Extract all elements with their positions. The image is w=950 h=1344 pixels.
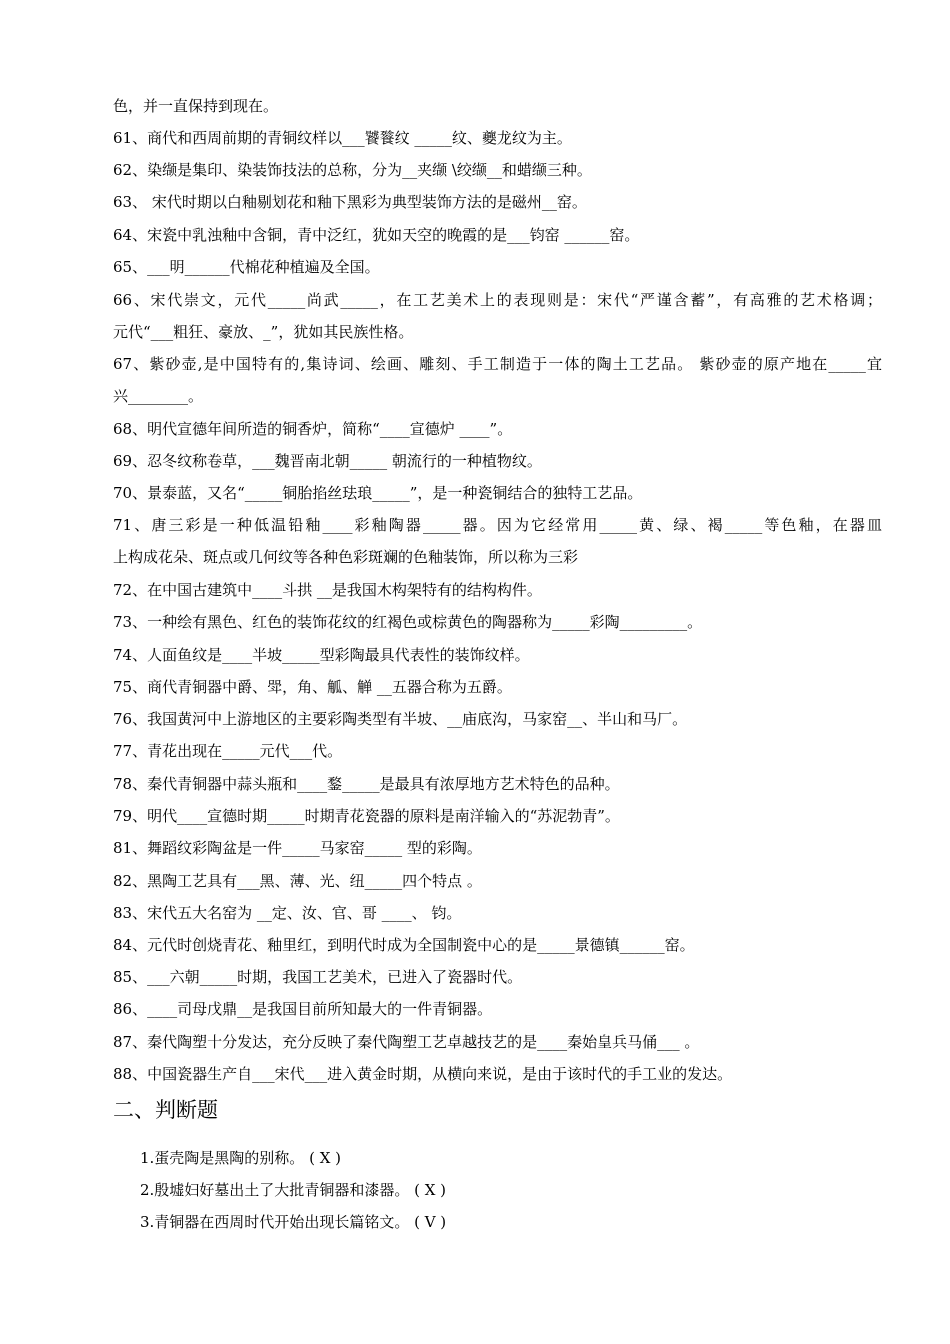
text-line: 77、青花出现在_____元代___代。 [113, 742, 343, 760]
text-line: 72、在中国古建筑中____斗拱 __是我国木构架特有的结构构件。 [113, 581, 542, 599]
text-line: 76、我国黄河中上游地区的主要彩陶类型有半坡、__庙底沟，马家窑__、半山和马厂。 [113, 710, 688, 728]
text-line: 色，并一直保持到现在。 [113, 97, 279, 115]
text-line: 62、染缬是集印、染装饰技法的总称，分为__夹缬 \绞缬__和蜡缬三种。 [113, 161, 592, 179]
text-line: 88、中国瓷器生产自___宋代___进入黄金时期，从横向来说，是由于该时代的手工业的发达。 [113, 1065, 733, 1083]
text-line: 上构成花朵、斑点或几何纹等各种色彩斑斓的色釉装饰，所以称为三彩 [113, 548, 579, 566]
text-line: 70、景泰蓝，又名“_____铜胎掐丝珐琅_____”，是一种瓷铜结合的独特工艺品。 [113, 484, 643, 502]
text-line: 元代“___粗狂、豪放、_”，犹如其民族性格。 [113, 323, 414, 341]
text-line: 65、___明______代棉花种植遍及全国。 [113, 258, 380, 276]
text-line: 84、元代时创烧青花、釉里红，到明代时成为全国制瓷中心的是_____景德镇______窑。 [113, 936, 695, 954]
judgment-item: 3.青铜器在西周时代开始出现长篇铭文。 ( V ) [140, 1213, 447, 1231]
judgment-item: 1.蛋壳陶是黑陶的别称。 ( X ) [140, 1149, 341, 1167]
text-line: 83、宋代五大名窑为 __定、汝、官、哥 ____、 钧。 [113, 904, 462, 922]
judgment-item: 2.殷墟妇好墓出土了大批青铜器和漆器。 ( X ) [140, 1181, 447, 1199]
text-line: 79、明代____宣德时期_____时期青花瓷器的原料是南洋输入的“苏泥勃青”。 [113, 807, 620, 825]
text-line: 78、秦代青铜器中蒜头瓶和____鍪_____是最具有浓厚地方艺术特色的品种。 [113, 775, 620, 793]
text-line: 85、___六朝_____时期，我国工艺美术，已进入了瓷器时代。 [113, 968, 523, 986]
text-line: 61、商代和西周前期的青铜纹样以___饕餮纹 _____纹、夔龙纹为主。 [113, 129, 572, 147]
section-title: 二、判断题 [113, 1098, 218, 1122]
text-line: 86、____司母戊鼎__是我国目前所知最大的一件青铜器。 [113, 1000, 493, 1018]
text-line: 73、一种绘有黑色、红色的装饰花纹的红褐色或棕黄色的陶器称为_____彩陶_________。 [113, 613, 703, 631]
text-line: 81、舞蹈纹彩陶盆是一件_____马家窑_____ 型的彩陶。 [113, 839, 482, 857]
text-line: 75、商代青铜器中爵、斝，角、觚、觯 __五器合称为五爵。 [113, 678, 512, 696]
text-line: 66、宋代崇文，元代_____尚武_____，在工艺美术上的表现则是：宋代“严谨含蓄”，有高雅的艺术格调； [113, 291, 882, 309]
text-line: 82、黑陶工艺具有___黑、薄、光、纽_____四个特点 。 [113, 872, 482, 890]
text-line: 兴________。 [113, 387, 204, 405]
text-line: 71、唐三彩是一种低温铅釉____彩釉陶器_____器。因为它经常用_____黄、绿、褐_____等色釉，在器皿 [113, 516, 882, 534]
text-line: 69、忍冬纹称卷草，___魏晋南北朝_____ 朝流行的一种植物纹。 [113, 452, 542, 470]
text-line: 64、宋瓷中乳浊釉中含铜，青中泛红，犹如天空的晚霞的是___钧窑 ______窑。 [113, 226, 640, 244]
text-line: 63、 宋代时期以白釉剔划花和釉下黑彩为典型装饰方法的是磁州__窑。 [113, 193, 587, 211]
text-line: 87、秦代陶塑十分发达，充分反映了秦代陶塑工艺卓越技艺的是____秦始皇兵马俑___ 。 [113, 1033, 700, 1051]
text-line: 68、明代宣德年间所造的铜香炉，简称“____宣德炉 ____”。 [113, 420, 513, 438]
text-line: 67、紫砂壶,是中国特有的,集诗词、绘画、雕刻、手工制造于一体的陶土工艺品。 紫砂壶的原产地在_____宜 [113, 355, 882, 373]
text-line: 74、人面鱼纹是____半坡_____型彩陶最具代表性的装饰纹样。 [113, 646, 530, 664]
